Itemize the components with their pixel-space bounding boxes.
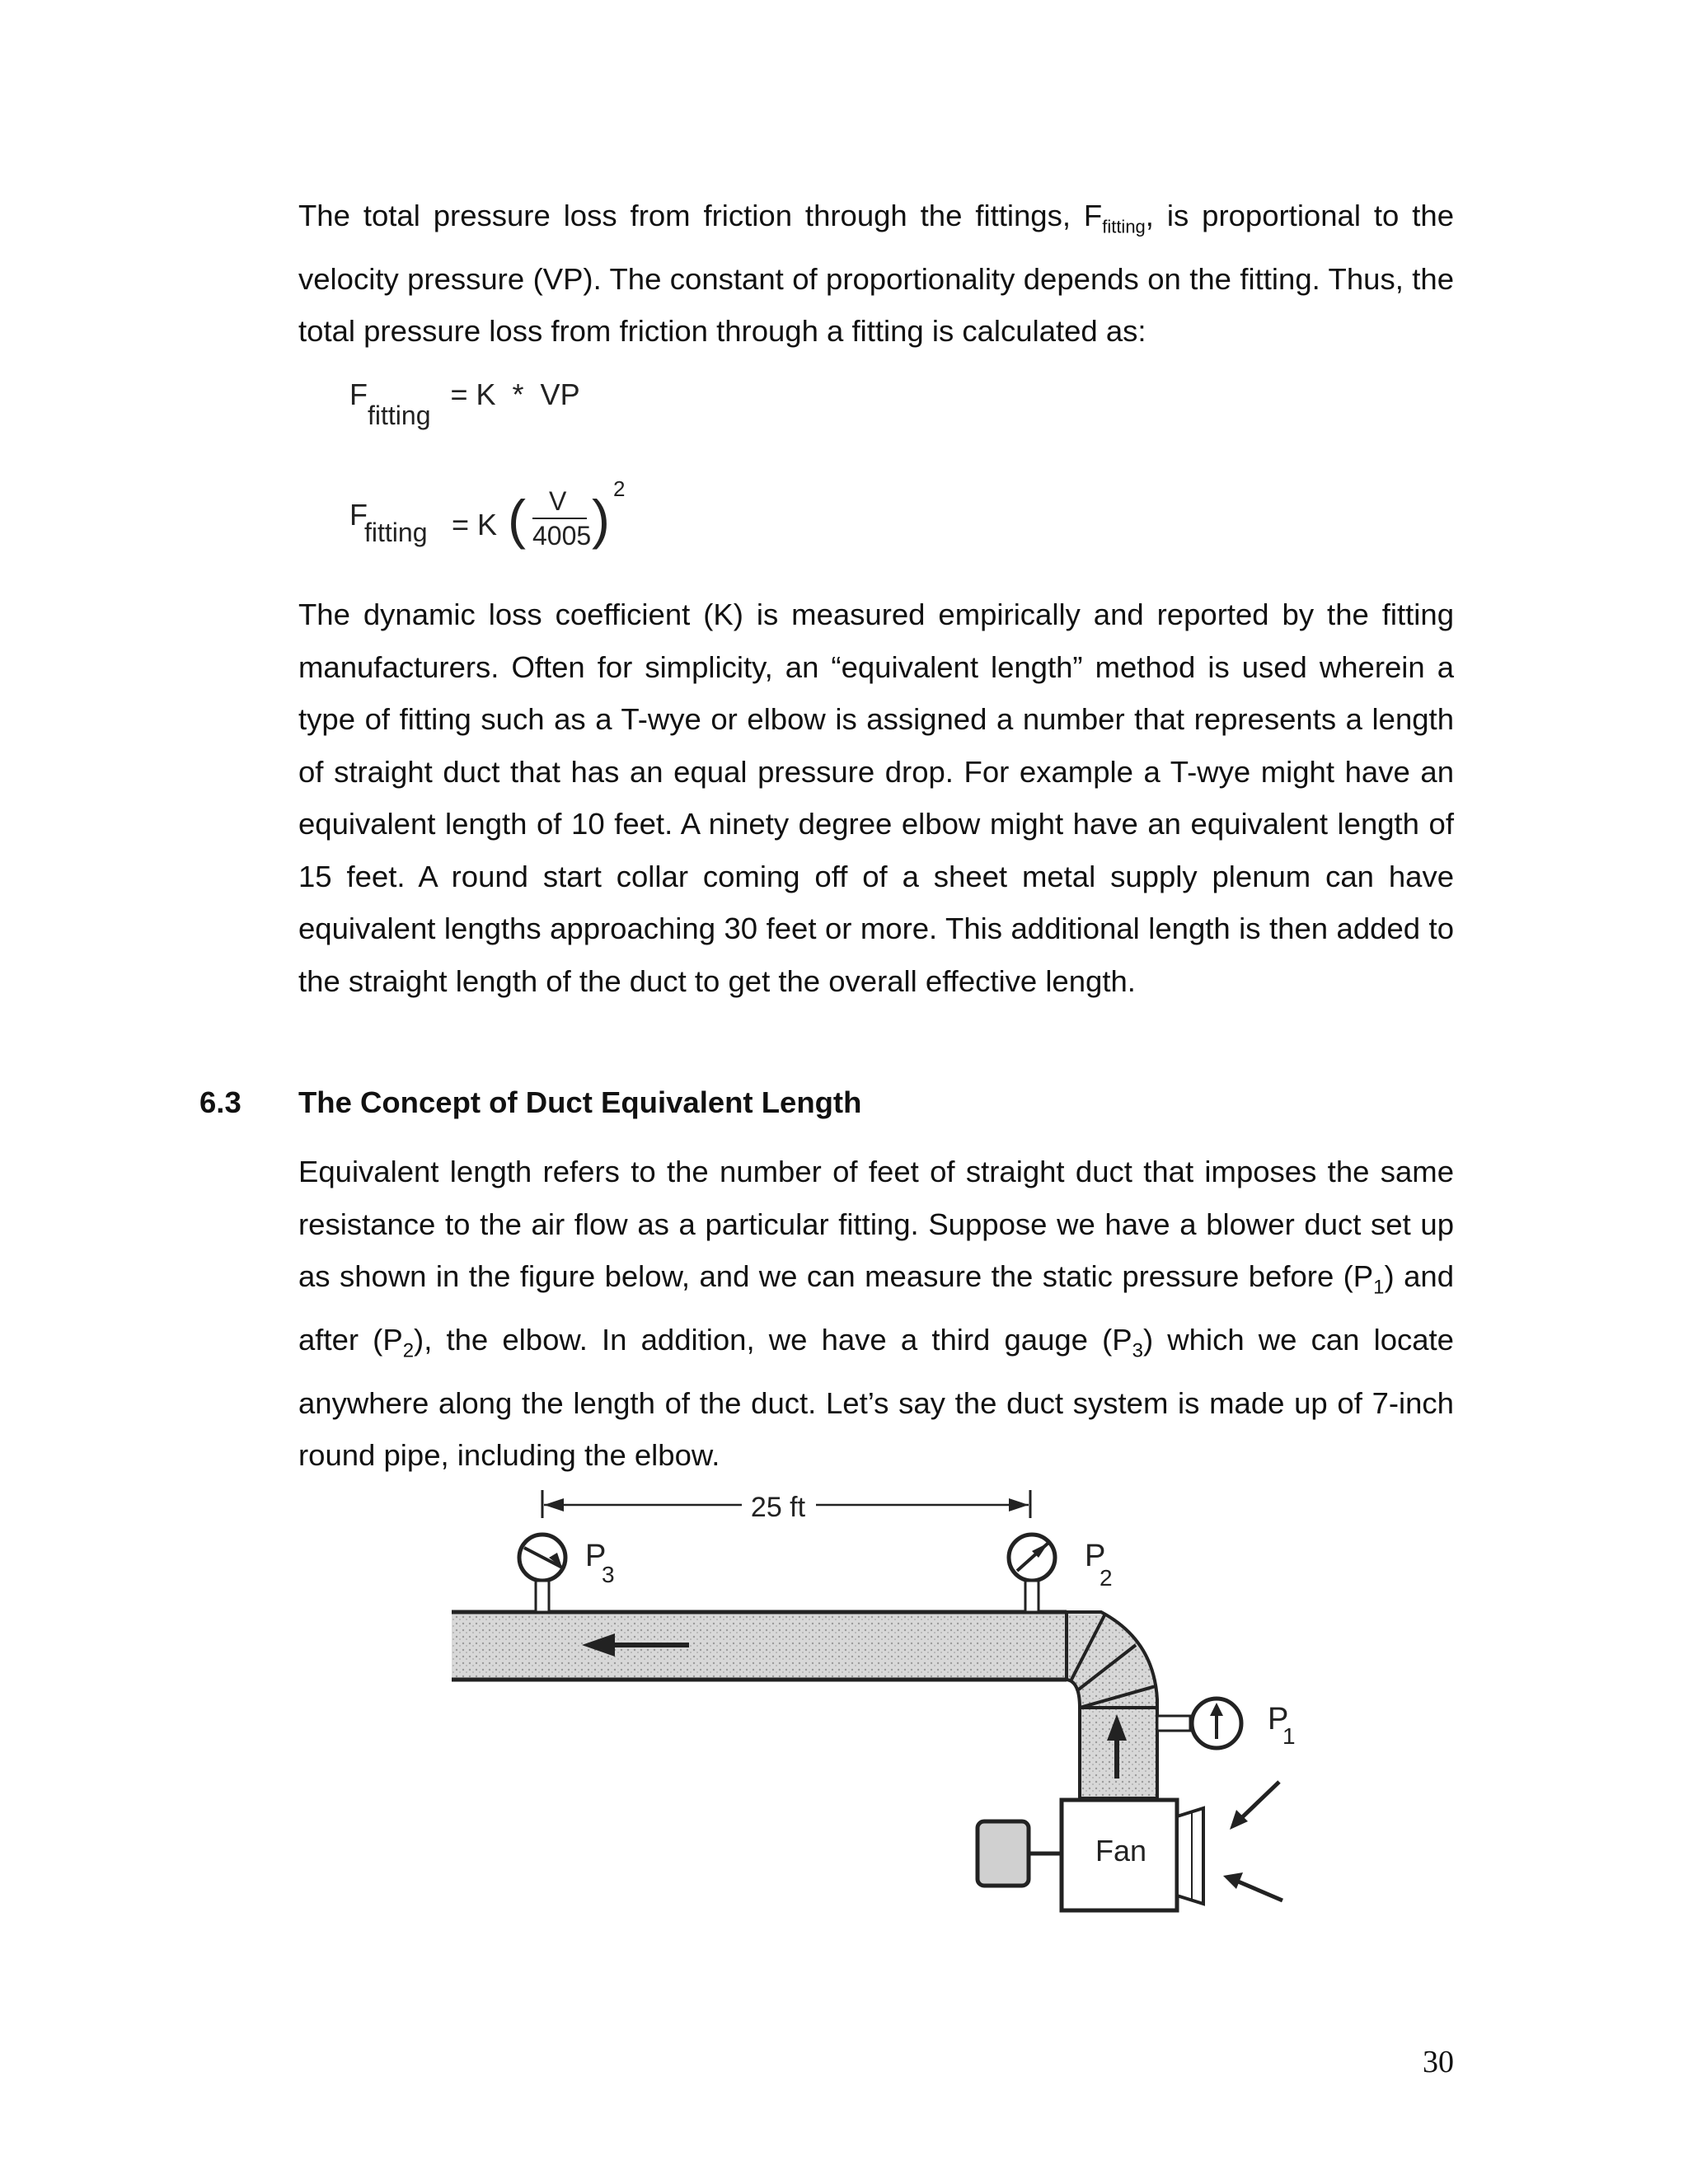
paragraph-equivalent-length-method: The dynamic loss coefficient (K) is measured empirically and reported by the fitting manufacturers. Often for simplicity, an “equivalent length” method is used wherein a type of fitting such as a T-wye or elbow is assigned a number that represents a length of straight duct that has an equal pressure drop. For example a T-wye might have an equivalent length of 10 feet. A ninety degree elbow might have an equivalent length of 15 feet. A round start collar coming off of a sheet metal supply plenum can have equivalent lengths approaching 30 feet or more. This additional length is then added to the straight length of the duct to get the overall effective length. — [298, 598, 1454, 998]
subscript: 3 — [1132, 1339, 1143, 1362]
duct-elbow — [1067, 1612, 1157, 1708]
fan-label: Fan — [1095, 1834, 1147, 1868]
gauge-p2-letter: P — [1085, 1539, 1106, 1573]
paragraph-text: ) and after (P — [298, 1259, 1454, 1357]
gauge-p1-sub: 1 — [1282, 1723, 1296, 1749]
gauge-p1-letter: P — [1268, 1702, 1289, 1736]
page-number: 30 — [1423, 2045, 1454, 2079]
section-title: The Concept of Duct Equivalent Length — [298, 1085, 862, 1119]
paren-left: ( — [508, 489, 526, 550]
gauge-p3 — [519, 1535, 565, 1612]
section-number: 6.3 — [199, 1085, 241, 1119]
gauge-p3-sub: 3 — [602, 1562, 615, 1587]
fraction-numerator: V — [549, 486, 567, 516]
eq-lhs-sub: fitting — [368, 401, 431, 430]
paragraph-text: The total pressure loss from friction through the fittings, F — [298, 199, 1103, 232]
subscript: 1 — [1373, 1276, 1385, 1299]
eq-rhs: = K * VP — [450, 377, 580, 411]
subscript-fitting: fitting — [1102, 216, 1146, 237]
exponent: 2 — [613, 476, 626, 501]
paragraph-text: ) which we can locate anywhere along the length of the duct. Let’s say the duct system is made up of 7-inch round pipe, including the elbow. — [298, 1322, 1454, 1473]
gauge-p2 — [1009, 1535, 1055, 1612]
horizontal-duct — [452, 1612, 1067, 1680]
gauge-p3-letter: P — [585, 1539, 607, 1573]
fraction-denominator: 4005 — [532, 521, 592, 551]
inlet-arrow-upper — [1230, 1782, 1279, 1830]
gauge-p1 — [1157, 1699, 1241, 1748]
paragraph-text: ), the elbow. In addition, we have a third gauge (P — [414, 1322, 1132, 1357]
paragraph-text: , is proportional to the velocity pressure (VP). The constant of proportionality depends on the fitting. Thus, the total pressure loss from friction through a fitting is calculated as: — [298, 199, 1454, 349]
distance-label: 25 ft — [750, 1492, 806, 1523]
eq-lhs: F — [349, 498, 368, 532]
eq-lhs: F — [349, 377, 368, 411]
eq-equals-k: = K — [452, 508, 498, 541]
inlet-arrow-lower — [1223, 1872, 1282, 1900]
paren-right: ) — [592, 489, 610, 550]
gauge-p2-sub: 2 — [1100, 1565, 1113, 1591]
subscript: 2 — [402, 1339, 415, 1362]
fan-motor — [978, 1821, 1062, 1886]
paragraph-text: Equivalent length refers to the number of feet of straight duct that imposes the same resistance to the air flow as a particular fitting. Suppose we have a blower duct set up as shown in the figure below, and we can measure the static pressure before (P — [298, 1155, 1454, 1293]
eq-lhs-sub: fitting — [364, 518, 428, 547]
